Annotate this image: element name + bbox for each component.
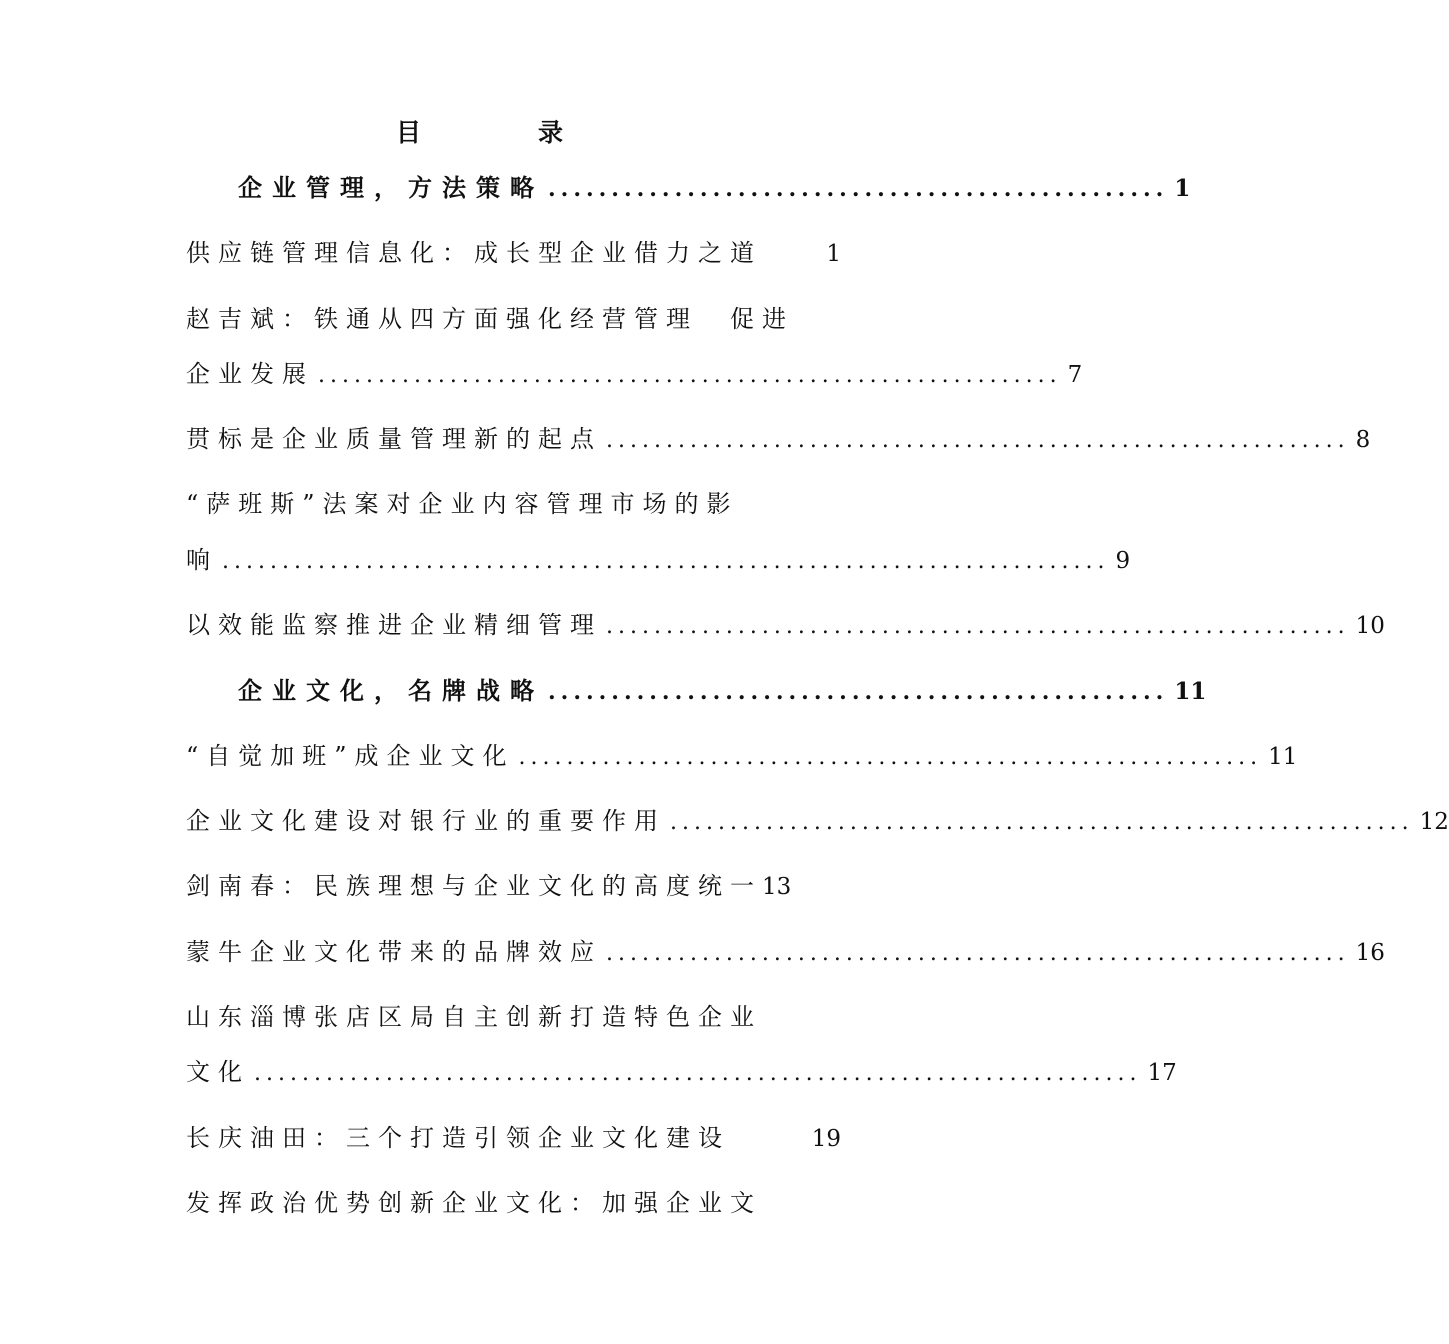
toc-leader-dots: .......................................................................... — [222, 549, 1110, 574]
toc-entry[interactable] — [186, 236, 841, 271]
toc-section-heading[interactable] — [238, 674, 1207, 709]
toc-entry-text: 企业文化建设对银行业的重要作用 — [186, 807, 666, 835]
toc-entry-text: 赵吉斌：铁通从四方面强化经营管理 促进 — [186, 305, 794, 333]
toc-page-number: 13 — [762, 874, 792, 900]
toc-entry[interactable] — [186, 1121, 841, 1156]
page-title: 目 录 — [395, 118, 609, 147]
toc-entry-continuation[interactable] — [186, 1055, 1177, 1091]
toc-leader-dots: .............................................................. — [318, 363, 1062, 388]
toc-entry-text: 贯标是企业质量管理新的起点 — [186, 425, 602, 453]
toc-entry[interactable] — [186, 487, 841, 521]
toc-entry-continuation[interactable] — [186, 543, 1131, 579]
toc-entry-text: “自觉加班”成企业文化 — [186, 742, 515, 770]
toc-leader-dots: .............................................................. — [606, 614, 1350, 639]
toc-page-number: 11 — [1174, 678, 1207, 705]
toc-leader-dots: .............................................................. — [670, 810, 1414, 835]
toc-entry[interactable] — [186, 1186, 841, 1220]
toc-entry-text: 蒙牛企业文化带来的品牌效应 — [186, 938, 602, 966]
toc-page-number: 8 — [1355, 427, 1371, 453]
toc-entry-text: 长庆油田：三个打造引领企业文化建设 — [186, 1124, 730, 1152]
toc-page-number: 12 — [1419, 809, 1449, 835]
toc-entry-continuation[interactable] — [186, 357, 1083, 393]
toc-entry-text: 企业文化，名牌战略 — [238, 676, 544, 705]
toc-entry-text: 企业管理，方法策略 — [238, 173, 544, 202]
toc-entry[interactable] — [186, 804, 1449, 840]
toc-entry[interactable] — [186, 302, 841, 336]
toc-entry-text: 企业发展 — [186, 360, 314, 388]
toc-entry-text: “萨班斯”法案对企业内容管理市场的影 — [186, 490, 739, 518]
toc-page-number: 1 — [826, 241, 841, 267]
toc-entry[interactable] — [186, 422, 1371, 458]
toc-page-number: 19 — [811, 1126, 841, 1152]
toc-entry[interactable] — [186, 869, 866, 904]
toc-entry-text: 文化 — [186, 1058, 250, 1086]
toc-entry-text: 发挥政治优势创新企业文化：加强企业文 — [186, 1189, 762, 1217]
toc-entry-text: 供应链管理信息化：成长型企业借力之道 — [186, 239, 762, 267]
toc-entry[interactable] — [186, 739, 1298, 775]
toc-page-number: 11 — [1268, 744, 1298, 770]
toc-page-number: 9 — [1115, 548, 1131, 574]
toc-page-number: 7 — [1067, 362, 1083, 388]
toc-entry-text: 响 — [186, 546, 218, 574]
toc-page-number: 10 — [1355, 613, 1385, 639]
toc-leader-dots: .............................................................. — [606, 428, 1350, 453]
toc-section-heading[interactable] — [238, 171, 1191, 206]
toc-leader-dots: .............................................................. — [518, 745, 1263, 770]
toc-leader-dots: ................................................. — [548, 176, 1169, 202]
toc-leader-dots: ................................................. — [548, 679, 1169, 705]
toc-page-number: 16 — [1355, 940, 1385, 966]
toc-entry-text: 以效能监察推进企业精细管理 — [186, 611, 602, 639]
toc-entry-text: 剑南春：民族理想与企业文化的高度统一 — [186, 872, 762, 900]
toc-leader-dots: .......................................................................... — [254, 1061, 1142, 1086]
toc-entry[interactable] — [186, 608, 1385, 644]
toc-entry[interactable] — [186, 1000, 841, 1034]
toc-entry-text: 山东淄博张店区局自主创新打造特色企业 — [186, 1003, 762, 1031]
toc-leader-dots: .............................................................. — [606, 941, 1350, 966]
toc-page-number: 1 — [1174, 175, 1191, 202]
toc-entry[interactable] — [186, 935, 1385, 971]
toc-page-number: 17 — [1147, 1060, 1177, 1086]
